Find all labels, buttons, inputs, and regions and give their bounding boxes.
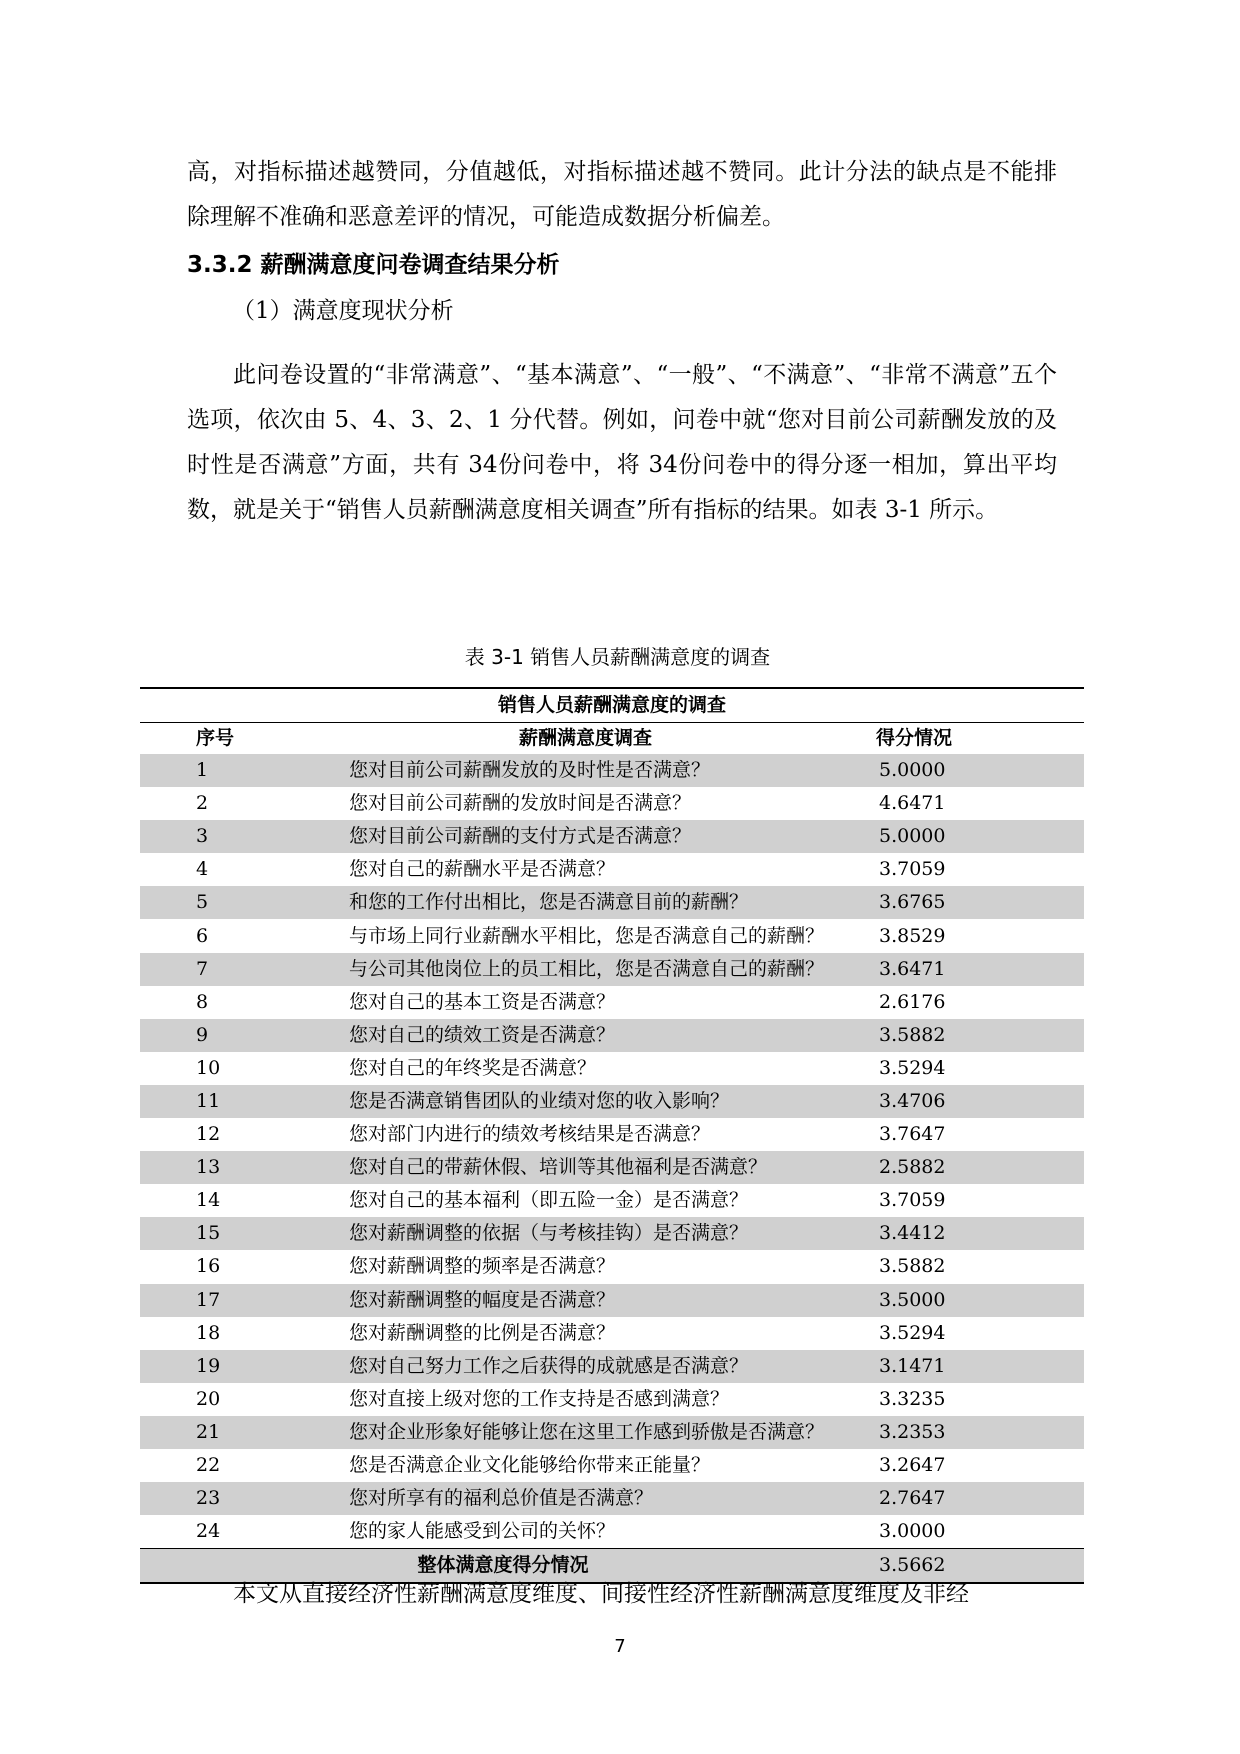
header-question: 薪酬满意度调查 [518, 727, 652, 749]
row-index: 16 [196, 1255, 221, 1278]
row-index: 23 [140, 1482, 305, 1515]
table-row [140, 1284, 1084, 1317]
row-question: 您对自己的薪酬水平是否满意？ [349, 858, 616, 881]
row-score: 3.7059 [879, 1189, 946, 1212]
body-paragraph-2: 此问卷设置的“非常满意”、“基本满意”、“一般”、“不满意”、“非常不满意”五个选项，依次由 5、4、3、2、1 分代替。例如，问卷中就“您对目前公司薪酬发放的及时性是否满意”方面，共有 34份问卷中，将 34份问卷中的得分逐一相加，算出平均数，就是关于“销售人员薪酬满意度相关调查”所有指标的结果。如表 3-1 所示。 [187, 362, 1057, 523]
row-question: 您是否满意销售团队的业绩对您的收入影响？ [305, 1085, 866, 1118]
table-row [140, 1151, 1084, 1184]
row-question: 您对自己的绩效工资是否满意？ [305, 1019, 866, 1052]
row-score: 3.5294 [879, 1321, 946, 1344]
row-index: 12 [196, 1123, 221, 1146]
table-row [140, 754, 1084, 787]
table-row [140, 886, 1084, 919]
row-question: 您对薪酬调整的依据（与考核挂钩）是否满意？ [305, 1217, 866, 1250]
row-score: 2.7647 [866, 1482, 1084, 1515]
row-score: 3.3235 [879, 1387, 946, 1410]
table-row [140, 1416, 1084, 1449]
table-row [140, 986, 1084, 1019]
total-label: 整体满意度得分情况 [140, 1549, 866, 1584]
row-score: 5.0000 [866, 820, 1084, 853]
table-row [140, 953, 1084, 986]
row-score: 3.5294 [879, 1056, 946, 1079]
body-paragraph-1: 高，对指标描述越赞同，分值越低，对指标描述越不赞同。此计分法的缺点是不能排除理解不准确和恶意差评的情况，可能造成数据分析偏差。 [187, 159, 1057, 230]
row-question: 您对所享有的福利总价值是否满意？ [305, 1482, 866, 1515]
row-index: 15 [140, 1217, 305, 1250]
row-index: 8 [196, 990, 209, 1013]
table-row [140, 1449, 1084, 1482]
row-score: 3.5882 [879, 1255, 946, 1278]
table-row [140, 1019, 1084, 1052]
table-title: 销售人员薪酬满意度的调查 [140, 688, 1084, 723]
row-index: 19 [140, 1350, 305, 1383]
row-question: 您对直接上级对您的工作支持是否感到满意？ [349, 1387, 730, 1410]
row-score: 3.5000 [866, 1284, 1084, 1317]
table-row [140, 1350, 1084, 1383]
table-row [140, 1482, 1084, 1515]
row-score: 3.1471 [866, 1350, 1084, 1383]
row-question: 您对目前公司薪酬的支付方式是否满意？ [305, 820, 866, 853]
row-question: 与市场上同行业薪酬水平相比，您是否满意自己的薪酬？ [349, 924, 825, 947]
table-row [140, 853, 1084, 886]
row-score: 3.6471 [866, 953, 1084, 986]
total-score: 3.5662 [866, 1549, 1084, 1584]
row-question: 您对自己的年终奖是否满意？ [349, 1056, 597, 1079]
row-index: 21 [140, 1416, 305, 1449]
table-row [140, 1515, 1084, 1549]
row-score: 3.5882 [866, 1019, 1084, 1052]
row-index: 17 [140, 1284, 305, 1317]
row-question: 您对薪酬调整的比例是否满意？ [349, 1321, 616, 1344]
row-index: 24 [196, 1520, 221, 1543]
subsection-heading: （1）满意度现状分析 [232, 298, 454, 324]
row-question: 您对部门内进行的绩效考核结果是否满意？ [349, 1123, 711, 1146]
row-index: 4 [196, 858, 209, 881]
satisfaction-table [140, 687, 1084, 1584]
body-paragraph-3: 本文从直接经济性薪酬满意度维度、间接性经济性薪酬满意度维度及非经 [233, 1581, 969, 1607]
table-row [140, 1085, 1084, 1118]
table-row [140, 919, 1084, 952]
row-score: 2.6176 [879, 990, 946, 1013]
table-row [140, 1184, 1084, 1217]
row-index: 13 [140, 1151, 305, 1184]
section-heading: 3.3.2 薪酬满意度问卷调查结果分析 [187, 252, 560, 278]
table-row [140, 1118, 1084, 1151]
table-row [140, 1250, 1084, 1283]
row-index: 2 [196, 792, 209, 815]
row-question: 您对目前公司薪酬发放的及时性是否满意？ [305, 754, 866, 787]
row-question: 您对自己的基本工资是否满意？ [349, 990, 616, 1013]
row-index: 3 [140, 820, 305, 853]
row-question: 您对自己的基本福利（即五险一金）是否满意？ [349, 1189, 749, 1212]
table-row [140, 787, 1084, 820]
row-index: 11 [140, 1085, 305, 1118]
row-index: 22 [196, 1454, 221, 1477]
row-score: 3.7647 [879, 1123, 946, 1146]
row-question: 您对自己的带薪休假、培训等其他福利是否满意？ [305, 1151, 866, 1184]
row-score: 5.0000 [866, 754, 1084, 787]
row-index: 6 [196, 924, 209, 947]
row-score: 3.7059 [879, 858, 946, 881]
row-index: 9 [140, 1019, 305, 1052]
row-index: 1 [140, 754, 305, 787]
table-row [140, 1052, 1084, 1085]
table-title-row [140, 688, 1084, 723]
table-caption: 表 3-1 销售人员薪酬满意度的调查 [464, 645, 771, 669]
page-number: 7 [614, 1636, 626, 1657]
row-score: 3.8529 [879, 924, 946, 947]
row-score: 3.4412 [866, 1217, 1084, 1250]
row-index: 10 [196, 1056, 221, 1079]
row-score: 4.6471 [879, 792, 946, 815]
row-question: 您对薪酬调整的频率是否满意？ [349, 1255, 616, 1278]
row-score: 3.0000 [879, 1520, 946, 1543]
table-row [140, 1383, 1084, 1416]
row-question: 您对自己努力工作之后获得的成就感是否满意？ [305, 1350, 866, 1383]
row-score: 2.5882 [866, 1151, 1084, 1184]
row-index: 7 [140, 953, 305, 986]
row-question: 您对目前公司薪酬的发放时间是否满意？ [349, 792, 692, 815]
header-index: 序号 [196, 727, 235, 749]
row-index: 20 [196, 1387, 221, 1410]
table-row [140, 820, 1084, 853]
row-score: 3.2353 [866, 1416, 1084, 1449]
row-index: 5 [140, 886, 305, 919]
row-question: 您的家人能感受到公司的关怀？ [349, 1520, 616, 1543]
header-score: 得分情况 [876, 727, 953, 749]
row-index: 14 [196, 1189, 221, 1212]
table-header-row [140, 723, 1084, 755]
row-question: 您对薪酬调整的幅度是否满意？ [305, 1284, 866, 1317]
row-question: 您对企业形象好能够让您在这里工作感到骄傲是否满意？ [305, 1416, 866, 1449]
row-score: 3.2647 [879, 1454, 946, 1477]
row-score: 3.6765 [866, 886, 1084, 919]
table-row [140, 1317, 1084, 1350]
table-row [140, 1217, 1084, 1250]
row-question: 您是否满意企业文化能够给你带来正能量？ [349, 1454, 711, 1477]
row-index: 18 [196, 1321, 221, 1344]
row-score: 3.4706 [866, 1085, 1084, 1118]
row-question: 与公司其他岗位上的员工相比，您是否满意自己的薪酬？ [305, 953, 866, 986]
row-question: 和您的工作付出相比，您是否满意目前的薪酬？ [305, 886, 866, 919]
